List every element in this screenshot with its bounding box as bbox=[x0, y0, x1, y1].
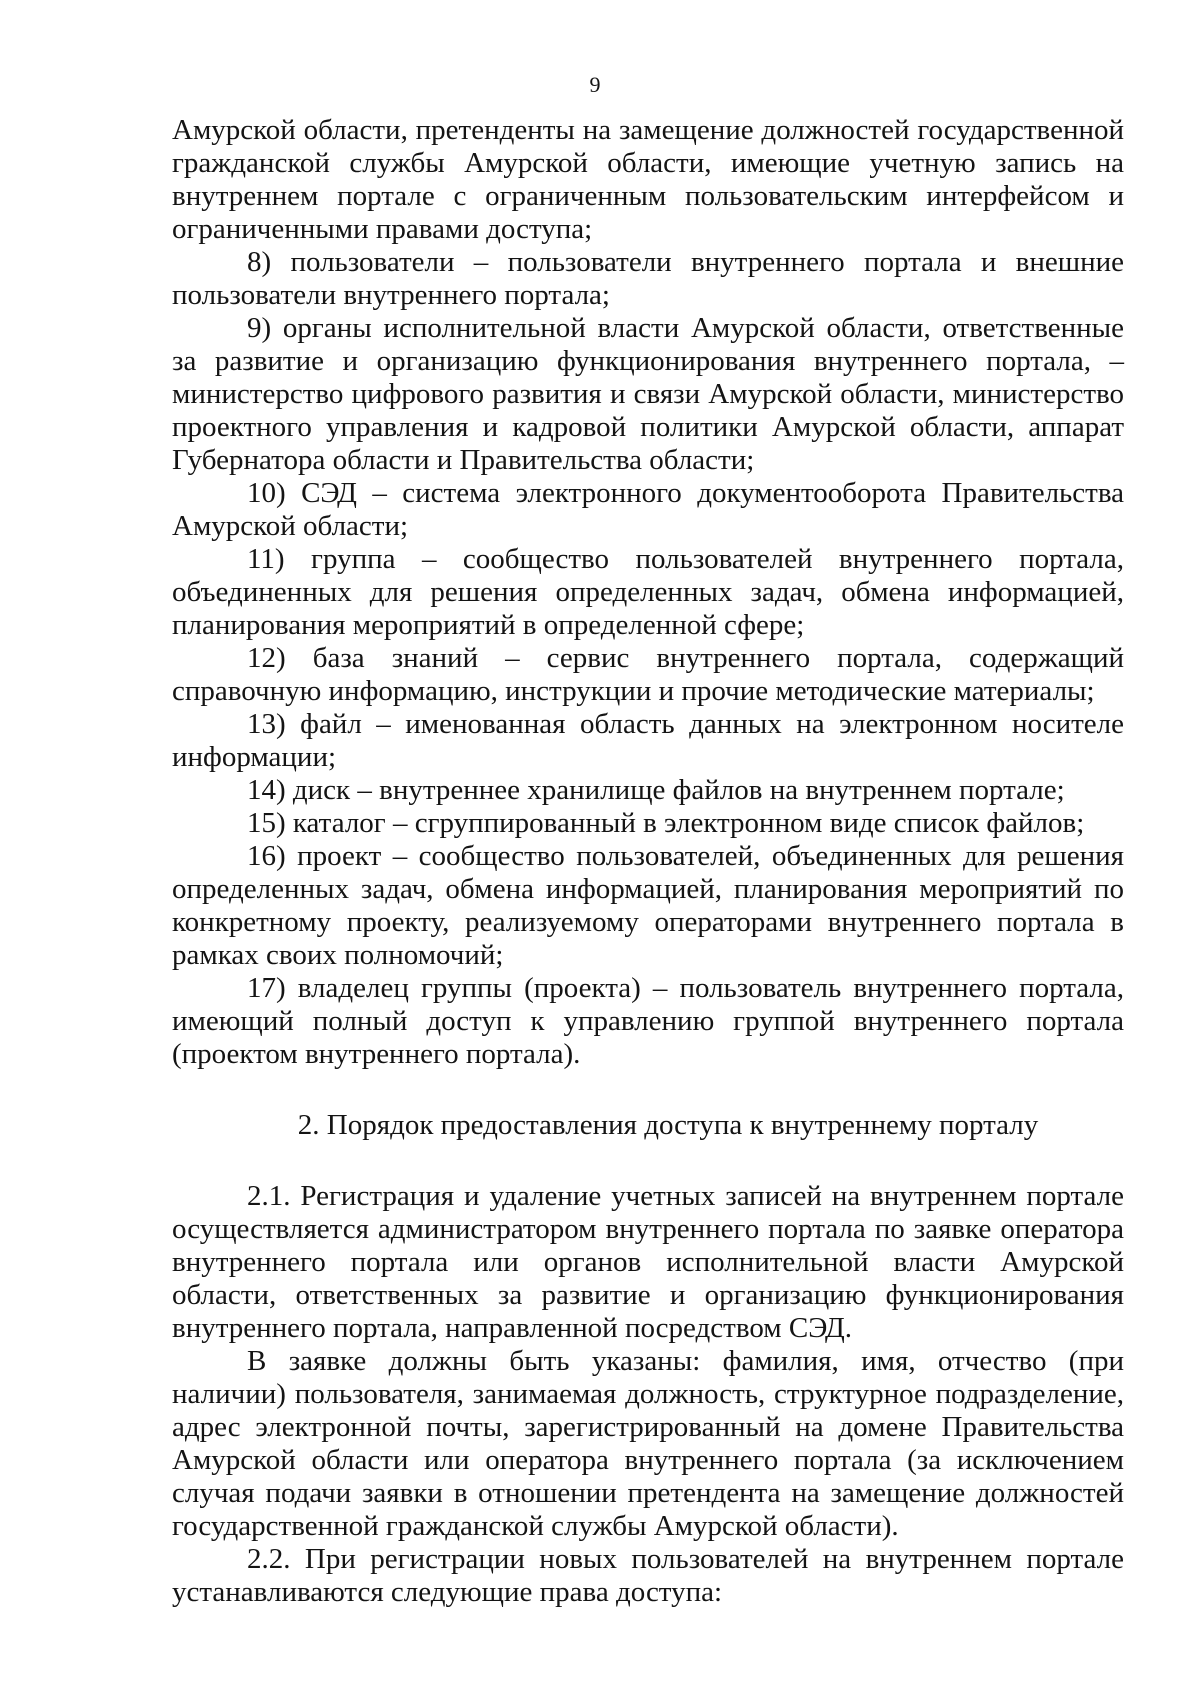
page-number: 9 bbox=[589, 72, 601, 97]
paragraph: 10) СЭД – система электронного документооборота Правительства Амурской области; bbox=[172, 477, 1124, 542]
paragraph: 16) проект – сообщество пользователей, объединенных для решения определенных задач, обмена информацией, планирования мероприятий по конкретному проекту, реализуемому операторами внутреннего портала в рамках своих полномочий; bbox=[172, 840, 1124, 971]
paragraph: 17) владелец группы (проекта) – пользователь внутреннего портала, имеющий полный доступ к управлению группой внутреннего портала (проектом внутреннего портала). bbox=[172, 972, 1124, 1070]
definitions-list bbox=[172, 114, 1124, 1071]
section-heading: 2. Порядок предоставления доступа к внутреннему порталу bbox=[297, 1109, 1039, 1141]
paragraph: 14) диск – внутреннее хранилище файлов на внутреннем портале; bbox=[247, 774, 1065, 806]
paragraph: 12) база знаний – сервис внутреннего портала, содержащий справочную информацию, инструкции и прочие методические материалы; bbox=[172, 642, 1124, 707]
paragraph: 11) группа – сообщество пользователей внутреннего портала, объединенных для решения определенных задач, обмена информацией, планирования мероприятий в определенной сфере; bbox=[172, 543, 1124, 641]
paragraph: 2.1. Регистрация и удаление учетных записей на внутреннем портале осуществляется администратором внутреннего портала по заявке оператора внутреннего портала или органов исполнительной власти Амурской области, ответственных за развитие и организацию функционирования внутреннего портала, направленной посредством СЭД. bbox=[172, 1180, 1124, 1344]
paragraph: 8) пользователи – пользователи внутреннего портала и внешние пользователи внутреннего портала; bbox=[172, 246, 1124, 311]
paragraph: 9) органы исполнительной власти Амурской области, ответственные за развитие и организацию функционирования внутреннего портала, – министерство цифрового развития и связи Амурской области, министерство проектного управления и кадровой политики Амурской области, аппарат Губернатора области и Правительства области; bbox=[172, 312, 1124, 476]
paragraph: В заявке должны быть указаны: фамилия, имя, отчество (при наличии) пользователя, занимаемая должность, структурное подразделение, адрес электронной почты, зарегистрированный на домене Правительства Амурской области или оператора внутреннего портала (за исключением случая подачи заявки в отношении претендента на замещение должностей государственной гражданской службы Амурской области). bbox=[172, 1345, 1124, 1542]
document-body bbox=[172, 114, 1124, 1609]
paragraph: 13) файл – именованная область данных на электронном носителе информации; bbox=[172, 708, 1124, 773]
paragraph: 2.2. При регистрации новых пользователей на внутреннем портале устанавливаются следующие права доступа: bbox=[172, 1543, 1124, 1608]
paragraph: 15) каталог – сгруппированный в электронном виде список файлов; bbox=[247, 807, 1085, 839]
paragraph: Амурской области, претенденты на замещение должностей государственной гражданской службы Амурской области, имеющие учетную запись на внутреннем портале с ограниченным пользовательским интерфейсом и ограниченными правами доступа; bbox=[172, 114, 1124, 245]
section-2-body bbox=[172, 1180, 1124, 1609]
